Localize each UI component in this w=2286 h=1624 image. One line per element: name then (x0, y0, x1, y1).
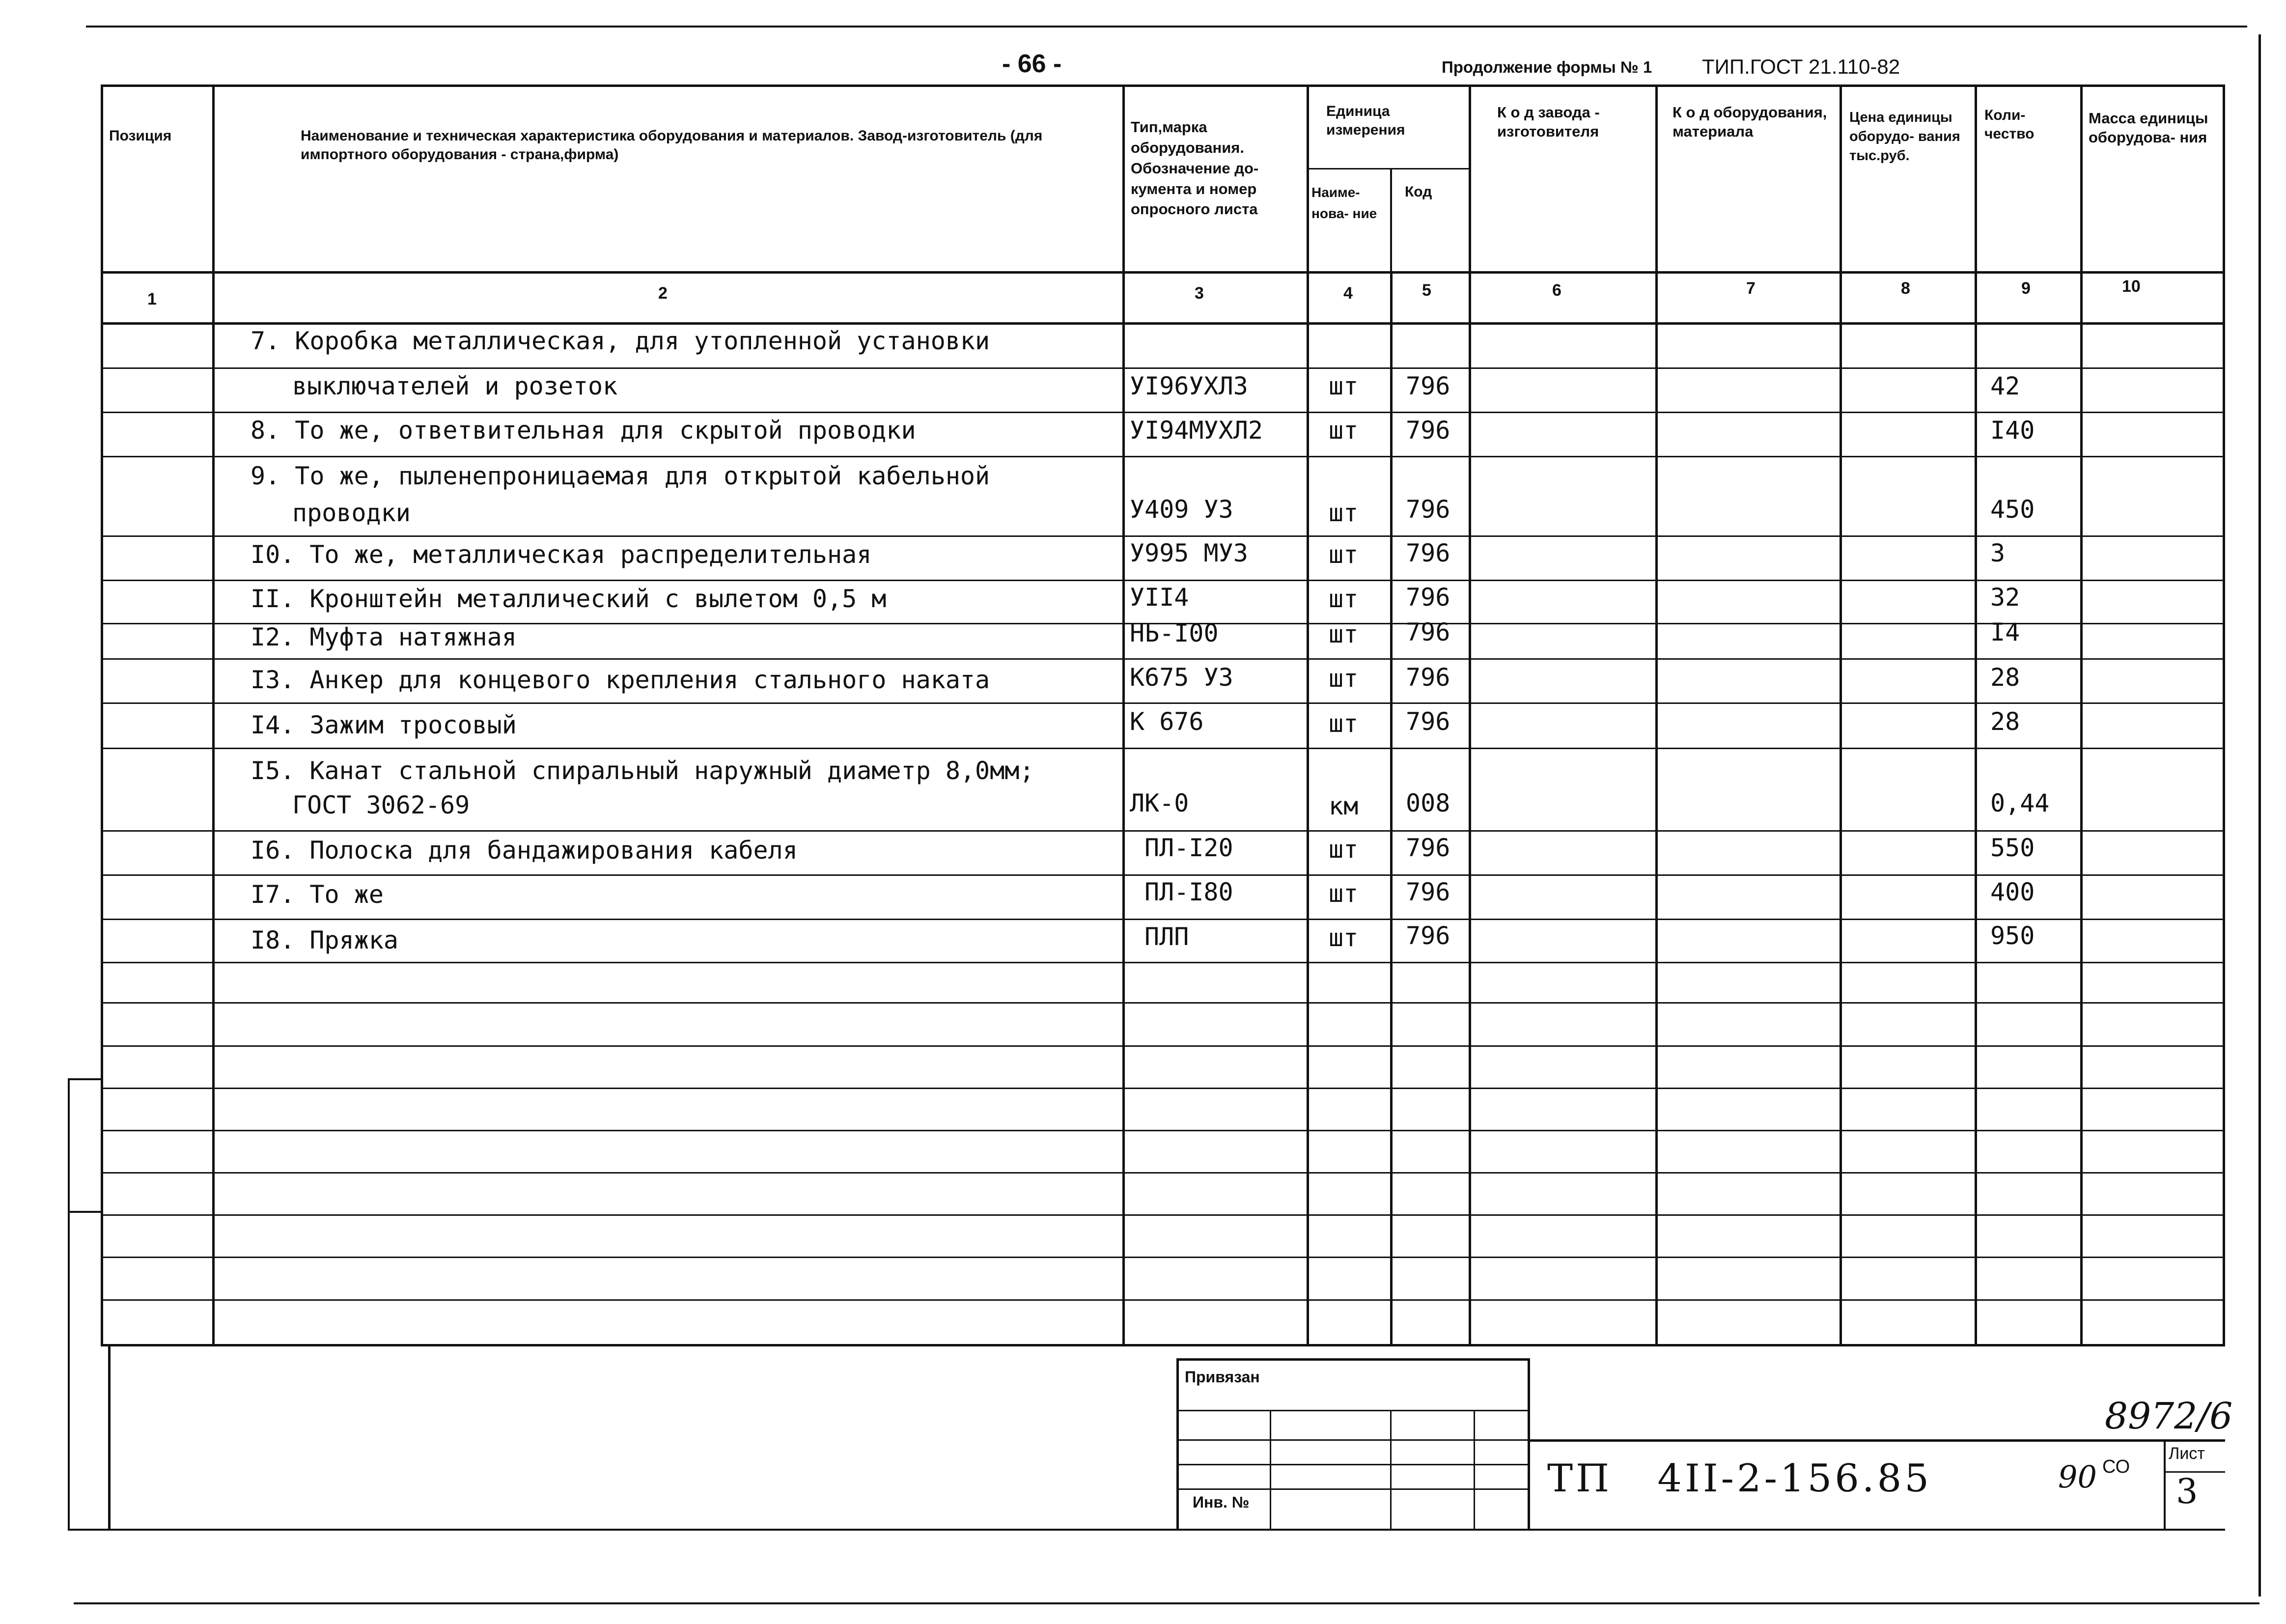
item-unit: шт (1329, 499, 1359, 527)
item-name: I6. Полоска для бандажирования кабеля (251, 836, 798, 865)
sheet-number: 3 (2176, 1471, 2198, 1512)
item-qty: 28 (1990, 707, 2020, 736)
col-line-5 (1469, 84, 1471, 1346)
item-qty: I40 (1990, 416, 2035, 445)
stamp-tied-label: Привязан (1185, 1368, 1260, 1386)
item-type: ПЛП (1144, 923, 1189, 951)
stamp-line (1270, 1410, 1271, 1530)
item-qty: 400 (1990, 878, 2035, 906)
stamp-code-90: 90 (2058, 1459, 2097, 1495)
binding-mark (68, 1078, 103, 1080)
stamp-line (1176, 1410, 1529, 1411)
item-type: ЛК-0 (1130, 789, 1189, 817)
header-equipment-code: К о д оборудования, материала (1673, 104, 1827, 140)
column-number: 2 (658, 284, 668, 303)
header-position: Позиция (109, 128, 172, 144)
table-top-line (101, 84, 2225, 87)
item-qty: 450 (1990, 495, 2035, 524)
item-code: 796 (1406, 707, 1450, 736)
item-unit: шт (1329, 835, 1359, 864)
bottom-border-line (74, 1602, 2259, 1604)
item-name: проводки (292, 499, 411, 527)
item-type: К 676 (1130, 707, 1204, 736)
item-qty: 28 (1990, 663, 2020, 692)
col-line-3 (1307, 84, 1309, 1346)
item-name: 9. То же, пыленепроницаемая для открытой кабельной (251, 462, 990, 490)
row-line (101, 1130, 2225, 1131)
binding-mark (68, 1529, 2225, 1531)
table-bottom-line (101, 1344, 2225, 1346)
item-code: 796 (1406, 878, 1450, 906)
column-number: 6 (1552, 281, 1561, 300)
row-line (101, 830, 2225, 832)
item-type: УII4 (1130, 583, 1189, 612)
stamp-line (1176, 1488, 1529, 1490)
row-line (101, 1172, 2225, 1174)
item-name: ГОСТ 3062-69 (292, 791, 470, 819)
item-code: 796 (1406, 539, 1450, 567)
col-line-4 (1390, 271, 1393, 1346)
item-code: 796 (1406, 618, 1450, 646)
item-type: УI96УХЛЗ (1130, 372, 1248, 400)
header-name: Наименование и техническая характеристика оборудования и материалов. Завод-изготовитель (для импортного оборудования - страна,фирма) (301, 128, 1043, 163)
table-right-line (2223, 84, 2225, 1346)
header-type: Тип,марка оборудования. Обозначение до- кумента и номер опросного листа (1131, 118, 1259, 218)
stamp-inv-label: Инв. № (1193, 1493, 1250, 1511)
item-name: I7. То же (251, 880, 384, 909)
binding-mark (108, 1344, 111, 1531)
item-unit: шт (1329, 620, 1359, 648)
item-type: УI94МУХЛ2 (1130, 416, 1263, 445)
item-name: II. Кронштейн металлический с вылетом 0,5 м (251, 585, 887, 613)
item-unit: шт (1329, 372, 1359, 400)
row-line (101, 1214, 2225, 1216)
column-number: 3 (1195, 284, 1204, 303)
header-unit-group: Единица измерения (1326, 103, 1405, 138)
stamp-line (1176, 1464, 1529, 1465)
column-number: 10 (2122, 277, 2141, 296)
item-code: 796 (1406, 583, 1450, 612)
item-unit: шт (1329, 540, 1359, 569)
row-line (101, 702, 2225, 704)
col-line-9 (2080, 84, 2083, 1346)
col-line-1 (212, 84, 215, 1346)
header-unit-code: Код (1405, 184, 1432, 200)
column-number: 4 (1343, 284, 1353, 303)
item-type: У995 МУЗ (1130, 539, 1248, 567)
form-continuation: Продолжение формы № 1 (1442, 58, 1652, 76)
sheet-label: Лист (2169, 1444, 2205, 1463)
stamp-line (1176, 1358, 1529, 1361)
item-unit: шт (1329, 709, 1359, 738)
table-left-line (101, 84, 103, 1346)
row-line (101, 748, 2225, 749)
item-qty: I4 (1990, 618, 2020, 646)
standard-label: ТИП.ГОСТ 21.110-82 (1702, 55, 1900, 78)
row-line (101, 874, 2225, 876)
item-type: ПЛ-I80 (1144, 878, 1233, 906)
document-number: ТП 4II-2-156.85 (1547, 1456, 1932, 1501)
item-name: 8. То же, ответвительная для скрытой проводки (251, 416, 916, 445)
stamp-line (1474, 1410, 1475, 1530)
item-name: 7. Коробка металлическая, для утопленной установки (251, 327, 990, 355)
item-name: I4. Зажим тросовый (251, 711, 517, 739)
header-factory-code: К о д завода - изготовителя (1497, 104, 1600, 140)
row-line (101, 1299, 2225, 1301)
top-border-line (86, 26, 2247, 28)
stamp-line (1528, 1439, 2225, 1442)
item-name: I5. Канат стальной спиральный наружный диаметр 8,0мм; (251, 756, 1034, 785)
header-price: Цена единицы оборудо- вания тыс.руб. (1849, 110, 1960, 164)
row-line (101, 456, 2225, 457)
binding-mark (68, 1211, 103, 1213)
item-code: 796 (1406, 416, 1450, 445)
item-qty: 550 (1990, 834, 2035, 862)
row-line (101, 1257, 2225, 1258)
item-qty: 32 (1990, 583, 2020, 612)
item-code: 796 (1406, 372, 1450, 400)
column-number: 1 (147, 290, 157, 308)
item-qty: 950 (1990, 922, 2035, 950)
archive-number: 8972/6 (2105, 1395, 2233, 1437)
stamp-line (2164, 1442, 2166, 1530)
item-unit: шт (1329, 664, 1359, 693)
item-unit: шт (1329, 879, 1359, 908)
item-unit: шт (1329, 924, 1359, 952)
header-quantity: Коли- чество (1984, 107, 2035, 142)
item-qty: 42 (1990, 372, 2020, 400)
item-code: 796 (1406, 663, 1450, 692)
row-line (101, 1088, 2225, 1089)
col-line-2 (1122, 84, 1125, 1346)
header-unit-name: Наиме- нова- ние (1311, 185, 1377, 222)
item-code: 796 (1406, 922, 1450, 950)
item-type: НЬ-I00 (1130, 619, 1219, 647)
col-line-7 (1840, 84, 1842, 1346)
item-name: I8. Пряжка (251, 926, 399, 954)
item-name: I2. Муфта натяжная (251, 623, 517, 651)
stamp-line (1176, 1439, 1529, 1441)
header-mass: Масса единицы оборудова- ния (2089, 110, 2208, 146)
item-name: выключателей и розеток (292, 372, 618, 400)
unit-group-divider (1307, 168, 1470, 169)
column-number: 5 (1422, 281, 1431, 300)
row-line (101, 658, 2225, 660)
item-name: I0. То же, металлическая распределительная (251, 540, 872, 569)
item-type: К675 УЗ (1130, 663, 1233, 692)
colnum-bottom-line (101, 322, 2225, 325)
item-qty: 0,44 (1990, 789, 2050, 817)
row-line (101, 580, 2225, 581)
stamp-line (1390, 1410, 1392, 1530)
column-number: 9 (2021, 279, 2031, 298)
row-line (101, 962, 2225, 963)
stamp-line (1176, 1358, 1179, 1530)
item-type: У409 УЗ (1130, 495, 1233, 524)
row-line (101, 919, 2225, 920)
col-line-6 (1655, 84, 1658, 1346)
item-name: I3. Анкер для концевого крепления стального наката (251, 666, 990, 694)
col-line-8 (1975, 84, 1977, 1346)
right-edge-line (2258, 34, 2261, 1596)
item-type: ПЛ-I20 (1144, 834, 1233, 862)
page-number: - 66 - (1002, 50, 1062, 78)
stamp-line (1528, 1358, 1530, 1530)
item-unit: км (1329, 792, 1359, 820)
column-number: 7 (1746, 279, 1756, 298)
item-unit: шт (1329, 416, 1359, 445)
row-line (101, 1045, 2225, 1047)
row-line (101, 367, 2225, 369)
header-bottom-line (101, 271, 2225, 274)
stamp-code-co: СО (2102, 1456, 2130, 1477)
column-number: 8 (1901, 279, 1910, 298)
row-line (101, 1002, 2225, 1004)
binding-mark (68, 1078, 70, 1530)
item-unit: шт (1329, 585, 1359, 613)
item-code: 008 (1406, 789, 1450, 817)
item-code: 796 (1406, 495, 1450, 524)
unit-sub-divider (1390, 168, 1392, 273)
row-line (101, 412, 2225, 413)
item-code: 796 (1406, 834, 1450, 862)
row-line (101, 535, 2225, 537)
item-qty: 3 (1990, 539, 2006, 567)
